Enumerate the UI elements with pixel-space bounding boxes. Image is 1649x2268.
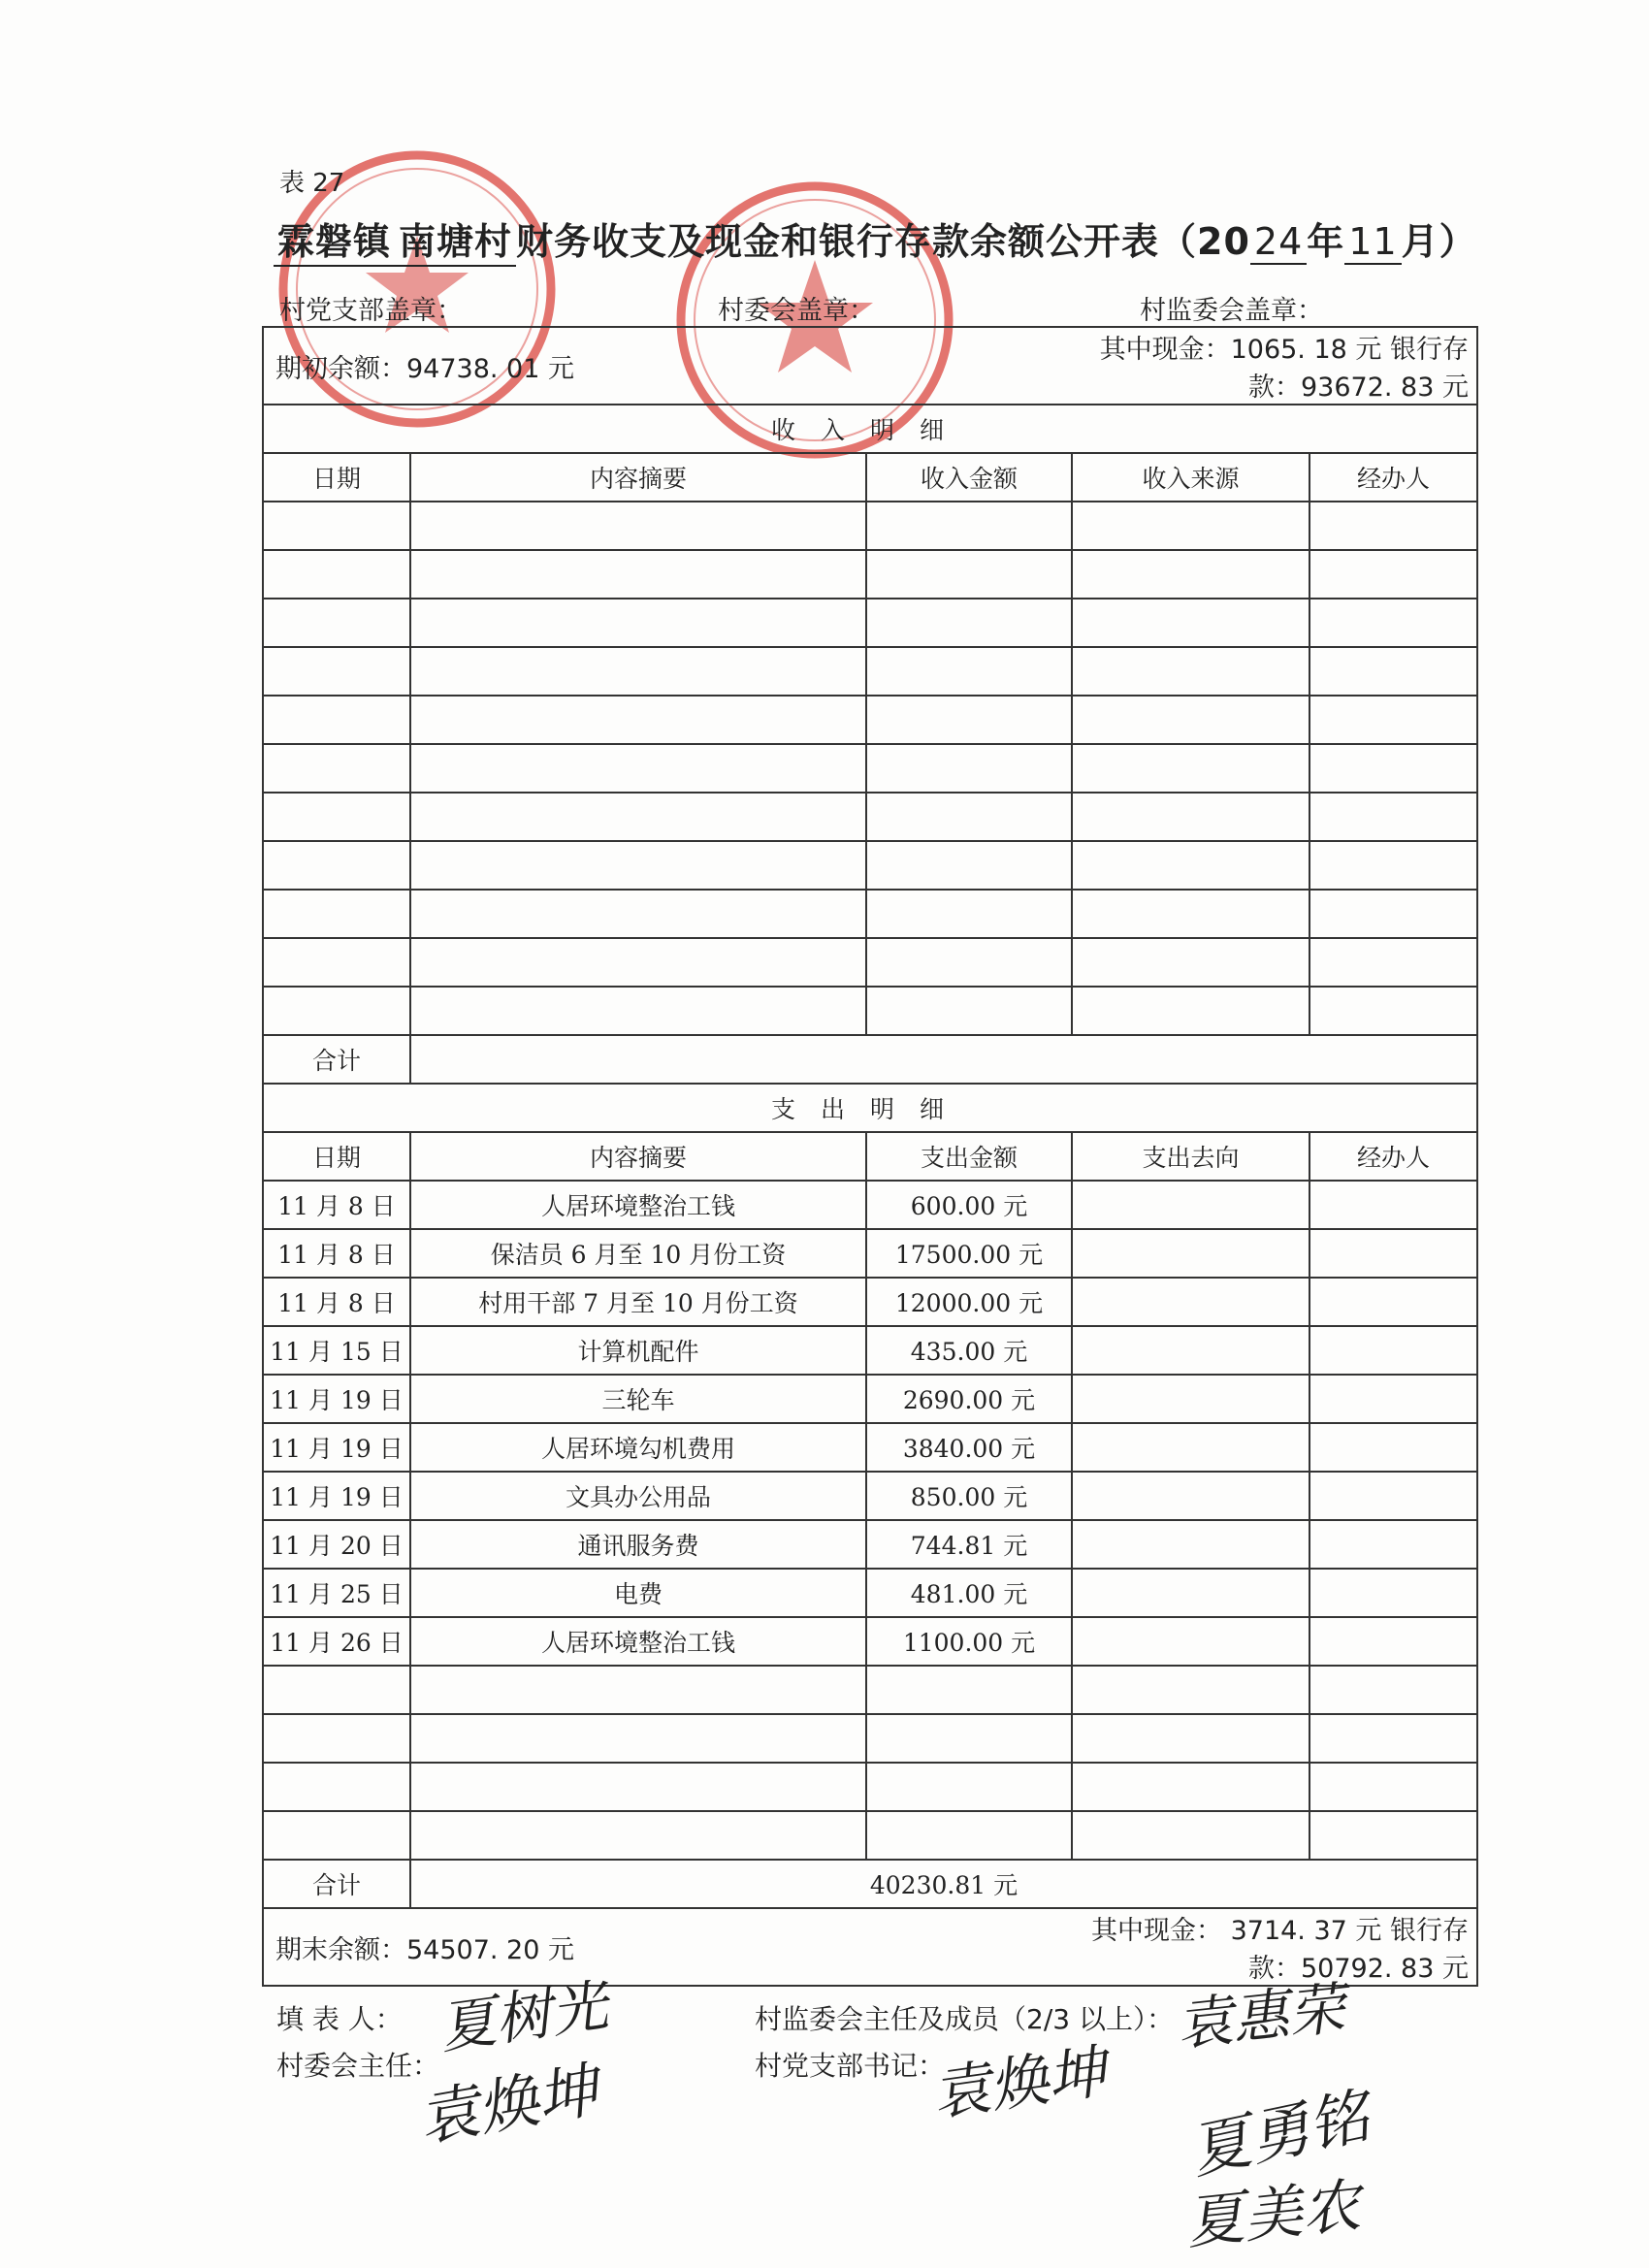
- expense-desc: 人居环境整治工钱: [410, 1617, 866, 1666]
- expense-desc: 保洁员 6 月至 10 月份工资: [410, 1229, 866, 1278]
- income-empty-row: [263, 550, 1477, 599]
- expense-total-value: 40230.81 元: [410, 1860, 1477, 1908]
- expense-row: [263, 1472, 1477, 1520]
- party-branch-stamp-label: 村党支部盖章：: [279, 296, 463, 326]
- income-empty-row: [263, 744, 1477, 793]
- opening-cash-bank: 其中现金：1065. 18 元 银行存款：93672. 83 元: [1072, 327, 1477, 405]
- expense-destination: [1072, 1326, 1310, 1375]
- expense-date: 11 月 8 日: [263, 1229, 410, 1278]
- income-empty-row: [263, 696, 1477, 744]
- expense-desc: 人居环境勾机费用: [410, 1423, 866, 1472]
- income-empty-row: [263, 841, 1477, 890]
- expense-empty-row: [263, 1811, 1477, 1860]
- expense-total-label: 合计: [263, 1860, 410, 1908]
- expense-desc: 文具办公用品: [410, 1472, 866, 1520]
- expense-destination: [1072, 1375, 1310, 1423]
- expense-row: [263, 1520, 1477, 1569]
- expense-handler: [1310, 1375, 1477, 1423]
- expense-header-destination: 支出去向: [1072, 1132, 1310, 1181]
- expense-row: [263, 1229, 1477, 1278]
- income-total-row: [263, 1035, 1477, 1084]
- expense-destination: [1072, 1472, 1310, 1520]
- expense-date: 11 月 8 日: [263, 1278, 410, 1326]
- village-committee-stamp-label: 村委会盖章：: [718, 296, 875, 326]
- ledger-table: [262, 326, 1478, 1987]
- expense-date: 11 月 20 日: [263, 1520, 410, 1569]
- preparer-label: 填 表 人：: [276, 2003, 403, 2035]
- expense-destination: [1072, 1520, 1310, 1569]
- expense-handler: [1310, 1181, 1477, 1229]
- income-empty-row: [263, 502, 1477, 550]
- expense-date: 11 月 19 日: [263, 1472, 410, 1520]
- expense-empty-row: [263, 1666, 1477, 1714]
- expense-amount: 744.81 元: [866, 1520, 1072, 1569]
- expense-handler: [1310, 1278, 1477, 1326]
- income-header-desc: 内容摘要: [410, 453, 866, 502]
- expense-date: 11 月 19 日: [263, 1375, 410, 1423]
- expense-destination: [1072, 1569, 1310, 1617]
- expense-section-title: 支出明细: [263, 1084, 1477, 1132]
- supervision-signature: 袁惠荣: [1173, 1975, 1348, 2058]
- supervision-members-label: 村监委会主任及成员（2/3 以上）：: [755, 2003, 1174, 2035]
- expense-empty-row: [263, 1714, 1477, 1763]
- income-header-source: 收入来源: [1072, 453, 1310, 502]
- expense-handler: [1310, 1326, 1477, 1375]
- expense-destination: [1072, 1278, 1310, 1326]
- expense-empty-row: [263, 1763, 1477, 1811]
- expense-row: [263, 1181, 1477, 1229]
- expense-desc: 通讯服务费: [410, 1520, 866, 1569]
- expense-desc: 人居环境整治工钱: [410, 1181, 866, 1229]
- income-header-amount: 收入金额: [866, 453, 1072, 502]
- income-empty-row: [263, 793, 1477, 841]
- director-signature: 袁焕坤: [412, 2054, 603, 2155]
- expense-header-desc: 内容摘要: [410, 1132, 866, 1181]
- expense-destination: [1072, 1617, 1310, 1666]
- sheet-label: 表 27: [279, 169, 345, 198]
- expense-total-row: [263, 1860, 1477, 1908]
- income-empty-row: [263, 890, 1477, 938]
- expense-row: [263, 1278, 1477, 1326]
- secretary-signature: 袁焕坤: [927, 2037, 1111, 2130]
- income-header-handler: 经办人: [1310, 453, 1477, 502]
- expense-destination: [1072, 1229, 1310, 1278]
- party-secretary-label: 村党支部书记：: [755, 2050, 946, 2082]
- income-column-headers: [263, 453, 1477, 502]
- expense-amount: 850.00 元: [866, 1472, 1072, 1520]
- expense-row: [263, 1617, 1477, 1666]
- title-town: 霖磐镇: [274, 211, 395, 267]
- expense-row: [263, 1375, 1477, 1423]
- expense-desc: 计算机配件: [410, 1326, 866, 1375]
- expense-handler: [1310, 1472, 1477, 1520]
- closing-balance: 期末余额：54507. 20 元: [263, 1908, 1072, 1986]
- expense-amount: 12000.00 元: [866, 1278, 1072, 1326]
- expense-date: 11 月 26 日: [263, 1617, 410, 1666]
- expense-handler: [1310, 1569, 1477, 1617]
- income-empty-row: [263, 938, 1477, 987]
- expense-header-handler: 经办人: [1310, 1132, 1477, 1181]
- expense-date: 11 月 15 日: [263, 1326, 410, 1375]
- preparer-signature: 夏树光: [435, 1972, 612, 2061]
- expense-header-amount: 支出金额: [866, 1132, 1072, 1181]
- expense-section-header: [263, 1084, 1477, 1132]
- title-village: 南塘村: [395, 211, 516, 267]
- income-section-title: 收入明细: [263, 405, 1477, 453]
- expense-desc: 三轮车: [410, 1375, 866, 1423]
- expense-handler: [1310, 1617, 1477, 1666]
- member-signature-1: 夏勇铭: [1183, 2080, 1375, 2187]
- title-year: 24: [1250, 220, 1307, 265]
- title-main: 财务收支及现金和银行存款余额公开表（20: [516, 220, 1250, 263]
- expense-amount: 1100.00 元: [866, 1617, 1072, 1666]
- income-total-label: 合计: [263, 1035, 410, 1084]
- expense-handler: [1310, 1520, 1477, 1569]
- expense-date: 11 月 25 日: [263, 1569, 410, 1617]
- expense-amount: 600.00 元: [866, 1181, 1072, 1229]
- expense-handler: [1310, 1423, 1477, 1472]
- expense-desc: 村用干部 7 月至 10 月份工资: [410, 1278, 866, 1326]
- expense-row: [263, 1569, 1477, 1617]
- expense-rows: [263, 1181, 1477, 1666]
- expense-desc: 电费: [410, 1569, 866, 1617]
- page-title: [274, 211, 1477, 267]
- expense-date: 11 月 19 日: [263, 1423, 410, 1472]
- title-month-suffix: 月）: [1401, 220, 1477, 263]
- expense-header-date: 日期: [263, 1132, 410, 1181]
- expense-destination: [1072, 1181, 1310, 1229]
- expense-destination: [1072, 1423, 1310, 1472]
- income-empty-row: [263, 599, 1477, 647]
- expense-amount: 17500.00 元: [866, 1229, 1072, 1278]
- title-month: 11: [1344, 220, 1401, 265]
- income-header-date: 日期: [263, 453, 410, 502]
- opening-balance: 期初余额：94738. 01 元: [263, 327, 1072, 405]
- expense-column-headers: [263, 1132, 1477, 1181]
- supervision-stamp-label: 村监委会盖章：: [1140, 296, 1323, 326]
- title-year-suffix: 年: [1307, 220, 1345, 263]
- expense-row: [263, 1423, 1477, 1472]
- expense-handler: [1310, 1229, 1477, 1278]
- income-empty-row: [263, 647, 1477, 696]
- income-section-header: [263, 405, 1477, 453]
- closing-cash-bank: 其中现金： 3714. 37 元 银行存款：50792. 83 元: [1072, 1908, 1477, 1986]
- member-signature-2: 夏美农: [1182, 2171, 1364, 2258]
- income-empty-row: [263, 987, 1477, 1035]
- committee-director-label: 村委会主任：: [276, 2050, 440, 2082]
- expense-amount: 435.00 元: [866, 1326, 1072, 1375]
- expense-amount: 2690.00 元: [866, 1375, 1072, 1423]
- opening-balance-row: [263, 327, 1477, 405]
- expense-amount: 481.00 元: [866, 1569, 1072, 1617]
- expense-row: [263, 1326, 1477, 1375]
- expense-date: 11 月 8 日: [263, 1181, 410, 1229]
- expense-amount: 3840.00 元: [866, 1423, 1072, 1472]
